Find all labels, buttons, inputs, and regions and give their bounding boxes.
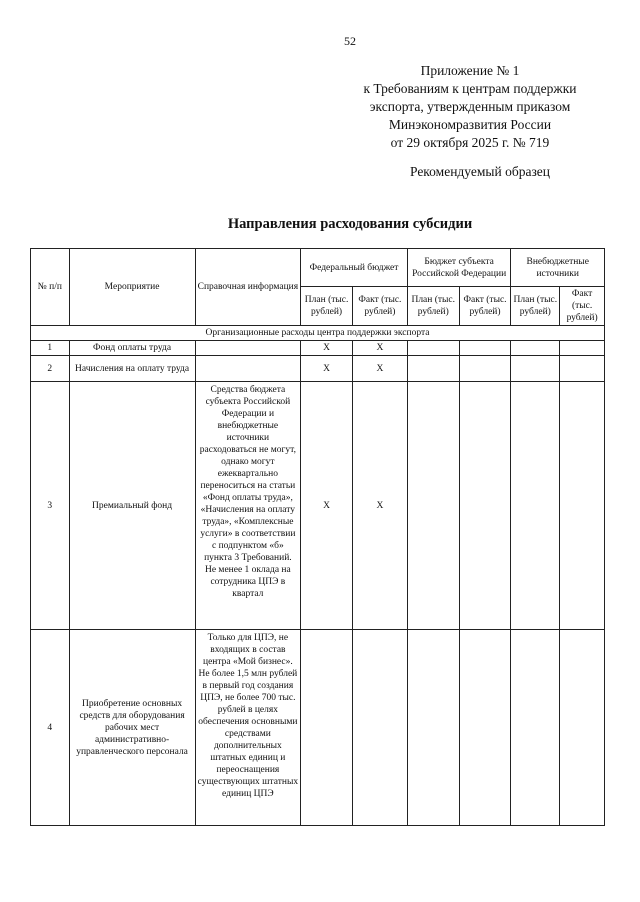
row-fed-fact: X [352,382,407,630]
row-info: Средства бюджета субъекта Российской Федерации и внебюджетные источники расходоваться не могут, однако могут ежеквартально переноситься на статьи «Фонд оплаты труда», «Начисления на оплату труда», «Комплексные услуги» в соответствии с подпунктом «б» пункта 3 Требований. Не менее 1 оклада на сотрудника ЦПЭ в квартал [195,382,301,630]
header-reg-plan: План (тыс. рублей) [407,287,459,326]
row-fed-plan: X [301,356,353,382]
appendix-line: к Требованиям к центрам поддержки [363,81,577,96]
row-fed-plan: X [301,341,353,356]
row-event: Приобретение основных средств для оборудования рабочих мест административно-управленческого персонала [69,630,195,826]
row-off-plan [511,356,560,382]
row-off-plan [511,382,560,630]
section-title: Организационные расходы центра поддержки экспорта [31,326,605,341]
row-reg-fact [459,382,511,630]
row-num: 2 [31,356,70,382]
row-event: Начисления на оплату труда [69,356,195,382]
header-federal: Федеральный бюджет [301,249,408,287]
row-num: 4 [31,630,70,826]
row-info [195,356,301,382]
row-num: 1 [31,341,70,356]
appendix-line: Минэкономразвития России [388,117,552,132]
appendix-line: экспорта, утвержденным приказом [369,99,571,114]
row-reg-plan [407,382,459,630]
row-off-fact [560,630,605,826]
document-title: Направления расходования субсидии [227,216,473,232]
row-event: Премиальный фонд [69,382,195,630]
header-info: Справочная информация [195,249,301,326]
header-fed-fact: Факт (тыс. рублей) [352,287,407,326]
row-reg-plan [407,341,459,356]
header-offbudget: Внебюджетные источники [511,249,605,287]
header-event: Мероприятие [69,249,195,326]
row-off-fact [560,382,605,630]
row-num: 3 [31,382,70,630]
row-reg-fact [459,341,511,356]
row-fed-fact: X [352,341,407,356]
row-event: Фонд оплаты труда [69,341,195,356]
header-num: № п/п [31,249,70,326]
sample-label: Рекомендуемый образец [409,164,550,179]
row-reg-plan [407,630,459,826]
appendix-block [330,62,610,152]
header-regional: Бюджет субъекта Российской Федерации [407,249,511,287]
row-reg-fact [459,356,511,382]
header-reg-fact: Факт (тыс. рублей) [459,287,511,326]
row-fed-fact: X [352,356,407,382]
row-off-fact [560,341,605,356]
row-reg-fact [459,630,511,826]
header-off-plan: План (тыс. рублей) [511,287,560,326]
appendix-line: от 29 октября 2025 г. № 719 [390,135,550,150]
row-reg-plan [407,356,459,382]
header-fed-plan: План (тыс. рублей) [301,287,353,326]
table-row [31,356,605,382]
row-info [195,341,301,356]
row-off-fact [560,356,605,382]
row-fed-fact [352,630,407,826]
subsidy-table [30,248,605,826]
header-off-fact: Факт (тыс. рублей) [560,287,605,326]
page-number: 52 [344,34,356,48]
row-off-plan [511,630,560,826]
row-fed-plan [301,630,353,826]
appendix-line: Приложение № 1 [420,63,520,78]
table-row [31,382,605,630]
table-row [31,630,605,826]
row-fed-plan: X [301,382,353,630]
row-off-plan [511,341,560,356]
row-info: Только для ЦПЭ, не входящих в состав центра «Мой бизнес». Не более 1,5 млн рублей в первый год создания ЦПЭ, не более 700 тыс. рублей в целях обеспечения основными средствами дополнительных штатных единиц и переоснащения существующих штатных единиц ЦПЭ [195,630,301,826]
table-row [31,341,605,356]
